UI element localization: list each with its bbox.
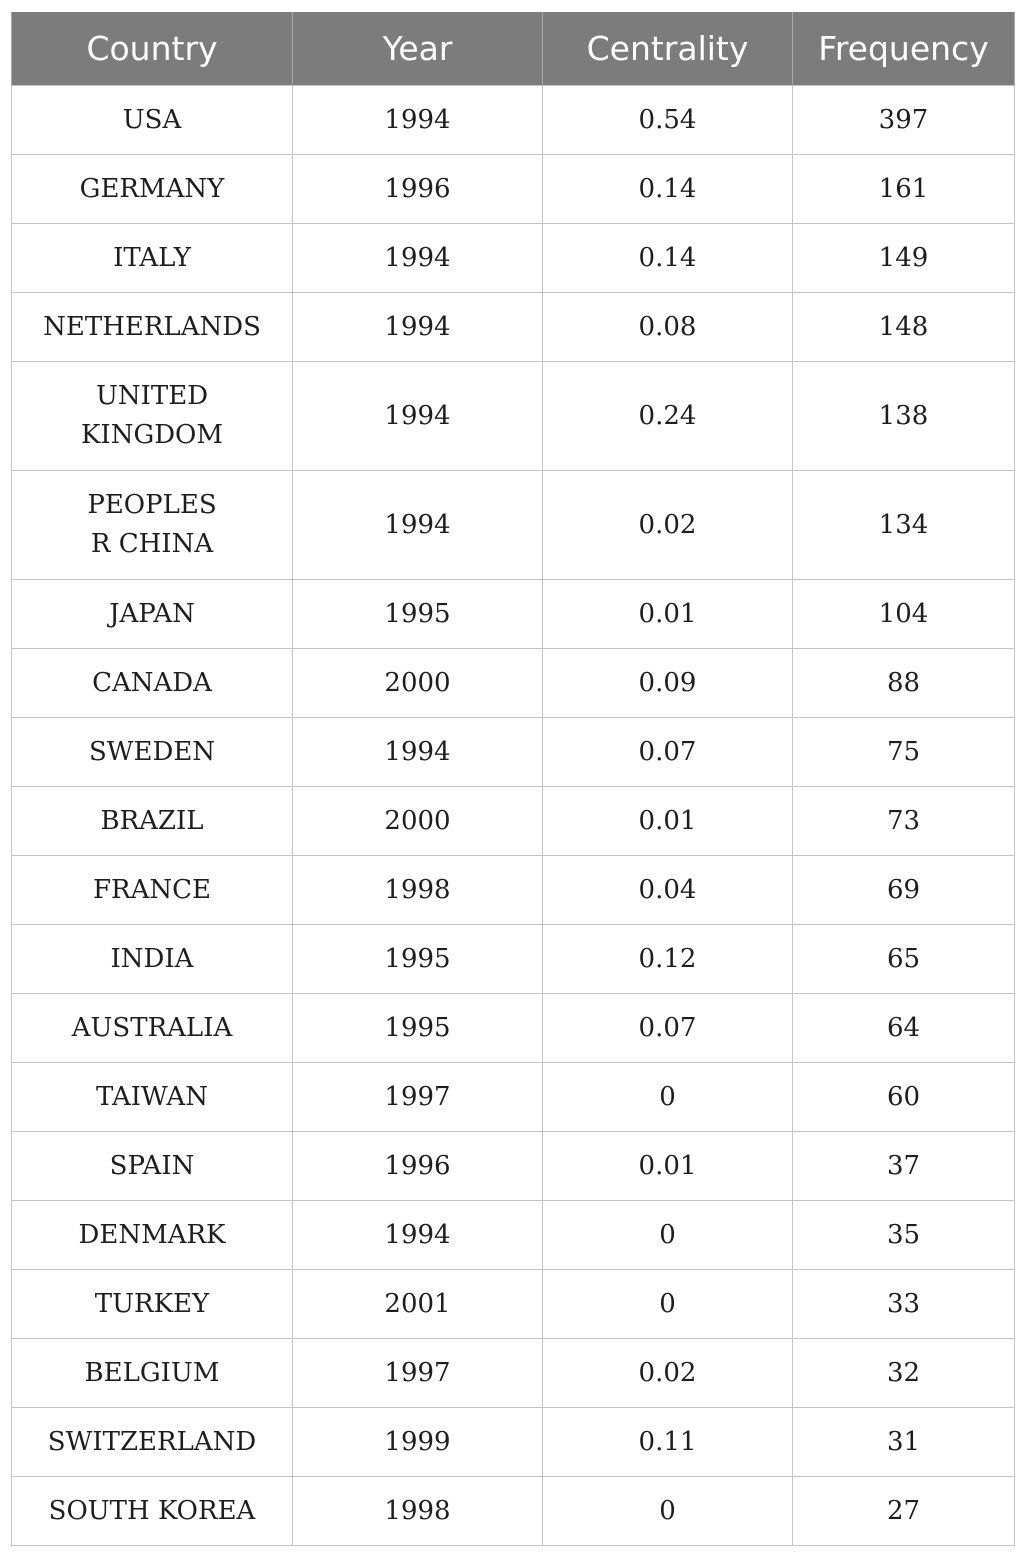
table-row bbox=[12, 86, 1015, 155]
cell-country bbox=[12, 1408, 293, 1477]
year-value: 1994 bbox=[384, 736, 451, 767]
country-value: TAIWAN bbox=[96, 1081, 208, 1112]
cell-frequency bbox=[793, 1408, 1015, 1477]
cell-centrality bbox=[543, 471, 793, 580]
year-value: 1995 bbox=[384, 598, 451, 629]
table-row bbox=[12, 1477, 1015, 1546]
table-row bbox=[12, 994, 1015, 1063]
year-value: 1996 bbox=[384, 173, 451, 204]
country-value: UNITED KINGDOM bbox=[81, 381, 223, 450]
cell-frequency bbox=[793, 224, 1015, 293]
table-row bbox=[12, 718, 1015, 787]
country-value: CANADA bbox=[92, 667, 212, 698]
centrality-value: 0.04 bbox=[638, 874, 697, 905]
cell-centrality bbox=[543, 155, 793, 224]
cell-country bbox=[12, 1339, 293, 1408]
frequency-value: 27 bbox=[886, 1495, 921, 1526]
country-value: GERMANY bbox=[79, 173, 225, 204]
cell-country bbox=[12, 925, 293, 994]
year-value: 1994 bbox=[384, 509, 451, 540]
cell-year bbox=[293, 1201, 543, 1270]
table-row bbox=[12, 1408, 1015, 1477]
cell-year bbox=[293, 1477, 543, 1546]
cell-centrality bbox=[543, 925, 793, 994]
cell-centrality bbox=[543, 224, 793, 293]
cell-frequency bbox=[793, 994, 1015, 1063]
cell-centrality bbox=[543, 994, 793, 1063]
year-value: 2000 bbox=[384, 805, 451, 836]
cell-country bbox=[12, 224, 293, 293]
table-row bbox=[12, 787, 1015, 856]
cell-year bbox=[293, 155, 543, 224]
cell-frequency bbox=[793, 787, 1015, 856]
centrality-value: 0.02 bbox=[638, 509, 697, 540]
cell-frequency bbox=[793, 1477, 1015, 1546]
table-row bbox=[12, 1339, 1015, 1408]
cell-frequency bbox=[793, 1063, 1015, 1132]
cell-country bbox=[12, 1270, 293, 1339]
cell-frequency bbox=[793, 718, 1015, 787]
cell-year bbox=[293, 1339, 543, 1408]
year-value: 1995 bbox=[384, 943, 451, 974]
year-value: 1997 bbox=[384, 1081, 451, 1112]
year-value: 1999 bbox=[384, 1426, 451, 1457]
table-row bbox=[12, 293, 1015, 362]
header-year: Year bbox=[293, 12, 543, 86]
cell-year bbox=[293, 293, 543, 362]
country-value: JAPAN bbox=[109, 598, 195, 629]
cell-country bbox=[12, 471, 293, 580]
cell-frequency bbox=[793, 86, 1015, 155]
frequency-value: 65 bbox=[886, 943, 921, 974]
table-row bbox=[12, 471, 1015, 580]
header-centrality: Centrality bbox=[543, 12, 793, 86]
frequency-value: 104 bbox=[878, 598, 929, 629]
cell-year bbox=[293, 925, 543, 994]
year-value: 1998 bbox=[384, 874, 451, 905]
cell-country bbox=[12, 649, 293, 718]
frequency-value: 149 bbox=[878, 242, 929, 273]
cell-year bbox=[293, 471, 543, 580]
year-value: 2000 bbox=[384, 667, 451, 698]
table-row bbox=[12, 1132, 1015, 1201]
cell-frequency bbox=[793, 155, 1015, 224]
centrality-value: 0 bbox=[659, 1495, 676, 1526]
cell-frequency bbox=[793, 471, 1015, 580]
cell-year bbox=[293, 718, 543, 787]
cell-frequency bbox=[793, 1270, 1015, 1339]
year-value: 1994 bbox=[384, 400, 451, 431]
year-value: 1994 bbox=[384, 1219, 451, 1250]
centrality-value: 0.01 bbox=[638, 805, 697, 836]
centrality-value: 0.08 bbox=[638, 311, 697, 342]
centrality-value: 0.09 bbox=[638, 667, 697, 698]
header-frequency: Frequency bbox=[793, 12, 1015, 86]
country-table-container bbox=[11, 12, 1014, 1546]
table-row bbox=[12, 1270, 1015, 1339]
cell-year bbox=[293, 224, 543, 293]
centrality-value: 0.14 bbox=[638, 242, 697, 273]
frequency-value: 397 bbox=[878, 104, 929, 135]
cell-year bbox=[293, 994, 543, 1063]
cell-centrality bbox=[543, 1408, 793, 1477]
cell-country bbox=[12, 787, 293, 856]
cell-centrality bbox=[543, 1270, 793, 1339]
cell-year bbox=[293, 649, 543, 718]
centrality-value: 0 bbox=[659, 1219, 676, 1250]
cell-year bbox=[293, 1408, 543, 1477]
cell-country bbox=[12, 1132, 293, 1201]
frequency-value: 148 bbox=[878, 311, 929, 342]
header-row bbox=[12, 12, 1015, 86]
cell-centrality bbox=[543, 86, 793, 155]
table-row bbox=[12, 649, 1015, 718]
cell-centrality bbox=[543, 649, 793, 718]
cell-frequency bbox=[793, 1132, 1015, 1201]
cell-frequency bbox=[793, 925, 1015, 994]
frequency-value: 31 bbox=[886, 1426, 921, 1457]
centrality-value: 0.14 bbox=[638, 173, 697, 204]
year-value: 1997 bbox=[384, 1357, 451, 1388]
country-value: TURKEY bbox=[94, 1288, 210, 1319]
cell-centrality bbox=[543, 718, 793, 787]
country-value: AUSTRALIA bbox=[71, 1012, 233, 1043]
header-country: Country bbox=[12, 12, 293, 86]
cell-frequency bbox=[793, 1339, 1015, 1408]
table-row bbox=[12, 925, 1015, 994]
country-value: PEOPLES R CHINA bbox=[87, 490, 217, 559]
year-value: 1996 bbox=[384, 1150, 451, 1181]
cell-centrality bbox=[543, 293, 793, 362]
cell-centrality bbox=[543, 362, 793, 471]
cell-country bbox=[12, 362, 293, 471]
year-value: 2001 bbox=[384, 1288, 451, 1319]
table-row bbox=[12, 1063, 1015, 1132]
frequency-value: 64 bbox=[886, 1012, 921, 1043]
cell-country bbox=[12, 718, 293, 787]
centrality-value: 0.24 bbox=[638, 400, 697, 431]
cell-country bbox=[12, 293, 293, 362]
cell-centrality bbox=[543, 856, 793, 925]
country-value: NETHERLANDS bbox=[43, 311, 261, 342]
country-value: USA bbox=[122, 104, 182, 135]
cell-centrality bbox=[543, 1063, 793, 1132]
country-value: SWEDEN bbox=[88, 736, 216, 767]
centrality-value: 0.01 bbox=[638, 598, 697, 629]
centrality-value: 0 bbox=[659, 1081, 676, 1112]
table-row bbox=[12, 224, 1015, 293]
table-body bbox=[12, 86, 1015, 1546]
cell-centrality bbox=[543, 1201, 793, 1270]
frequency-value: 73 bbox=[886, 805, 921, 836]
year-value: 1994 bbox=[384, 242, 451, 273]
frequency-value: 134 bbox=[878, 509, 929, 540]
table-header bbox=[12, 12, 1015, 86]
country-table bbox=[11, 12, 1015, 1546]
frequency-value: 35 bbox=[886, 1219, 921, 1250]
cell-frequency bbox=[793, 1201, 1015, 1270]
country-value: BRAZIL bbox=[100, 805, 204, 836]
table-row bbox=[12, 1201, 1015, 1270]
cell-centrality bbox=[543, 787, 793, 856]
frequency-value: 75 bbox=[886, 736, 921, 767]
cell-year bbox=[293, 362, 543, 471]
frequency-value: 33 bbox=[886, 1288, 921, 1319]
country-value: FRANCE bbox=[92, 874, 211, 905]
frequency-value: 32 bbox=[886, 1357, 921, 1388]
frequency-value: 138 bbox=[878, 400, 929, 431]
table-row bbox=[12, 856, 1015, 925]
country-value: SWITZERLAND bbox=[47, 1426, 257, 1457]
cell-country bbox=[12, 580, 293, 649]
cell-year bbox=[293, 580, 543, 649]
frequency-value: 69 bbox=[886, 874, 921, 905]
country-value: SPAIN bbox=[109, 1150, 195, 1181]
year-value: 1995 bbox=[384, 1012, 451, 1043]
centrality-value: 0.12 bbox=[638, 943, 697, 974]
centrality-value: 0.54 bbox=[638, 104, 697, 135]
cell-frequency bbox=[793, 649, 1015, 718]
cell-frequency bbox=[793, 362, 1015, 471]
cell-country bbox=[12, 155, 293, 224]
cell-centrality bbox=[543, 1339, 793, 1408]
cell-centrality bbox=[543, 1132, 793, 1201]
frequency-value: 161 bbox=[878, 173, 929, 204]
year-value: 1994 bbox=[384, 311, 451, 342]
cell-year bbox=[293, 856, 543, 925]
frequency-value: 88 bbox=[886, 667, 921, 698]
cell-year bbox=[293, 1132, 543, 1201]
table-row bbox=[12, 362, 1015, 471]
centrality-value: 0.07 bbox=[638, 736, 697, 767]
country-value: ITALY bbox=[113, 242, 191, 273]
cell-frequency bbox=[793, 580, 1015, 649]
cell-country bbox=[12, 994, 293, 1063]
year-value: 1994 bbox=[384, 104, 451, 135]
centrality-value: 0.02 bbox=[638, 1357, 697, 1388]
cell-year bbox=[293, 1270, 543, 1339]
centrality-value: 0.11 bbox=[638, 1426, 697, 1457]
cell-centrality bbox=[543, 1477, 793, 1546]
cell-frequency bbox=[793, 293, 1015, 362]
cell-country bbox=[12, 86, 293, 155]
cell-year bbox=[293, 86, 543, 155]
year-value: 1998 bbox=[384, 1495, 451, 1526]
frequency-value: 37 bbox=[886, 1150, 921, 1181]
country-value: DENMARK bbox=[78, 1219, 226, 1250]
table-row bbox=[12, 580, 1015, 649]
cell-country bbox=[12, 856, 293, 925]
centrality-value: 0.01 bbox=[638, 1150, 697, 1181]
cell-country bbox=[12, 1063, 293, 1132]
cell-country bbox=[12, 1477, 293, 1546]
cell-centrality bbox=[543, 580, 793, 649]
centrality-value: 0 bbox=[659, 1288, 676, 1319]
cell-year bbox=[293, 1063, 543, 1132]
cell-country bbox=[12, 1201, 293, 1270]
cell-year bbox=[293, 787, 543, 856]
country-value: INDIA bbox=[110, 943, 194, 974]
cell-frequency bbox=[793, 856, 1015, 925]
country-value: BELGIUM bbox=[84, 1357, 220, 1388]
centrality-value: 0.07 bbox=[638, 1012, 697, 1043]
country-value: SOUTH KOREA bbox=[48, 1495, 256, 1526]
table-row bbox=[12, 155, 1015, 224]
frequency-value: 60 bbox=[886, 1081, 921, 1112]
